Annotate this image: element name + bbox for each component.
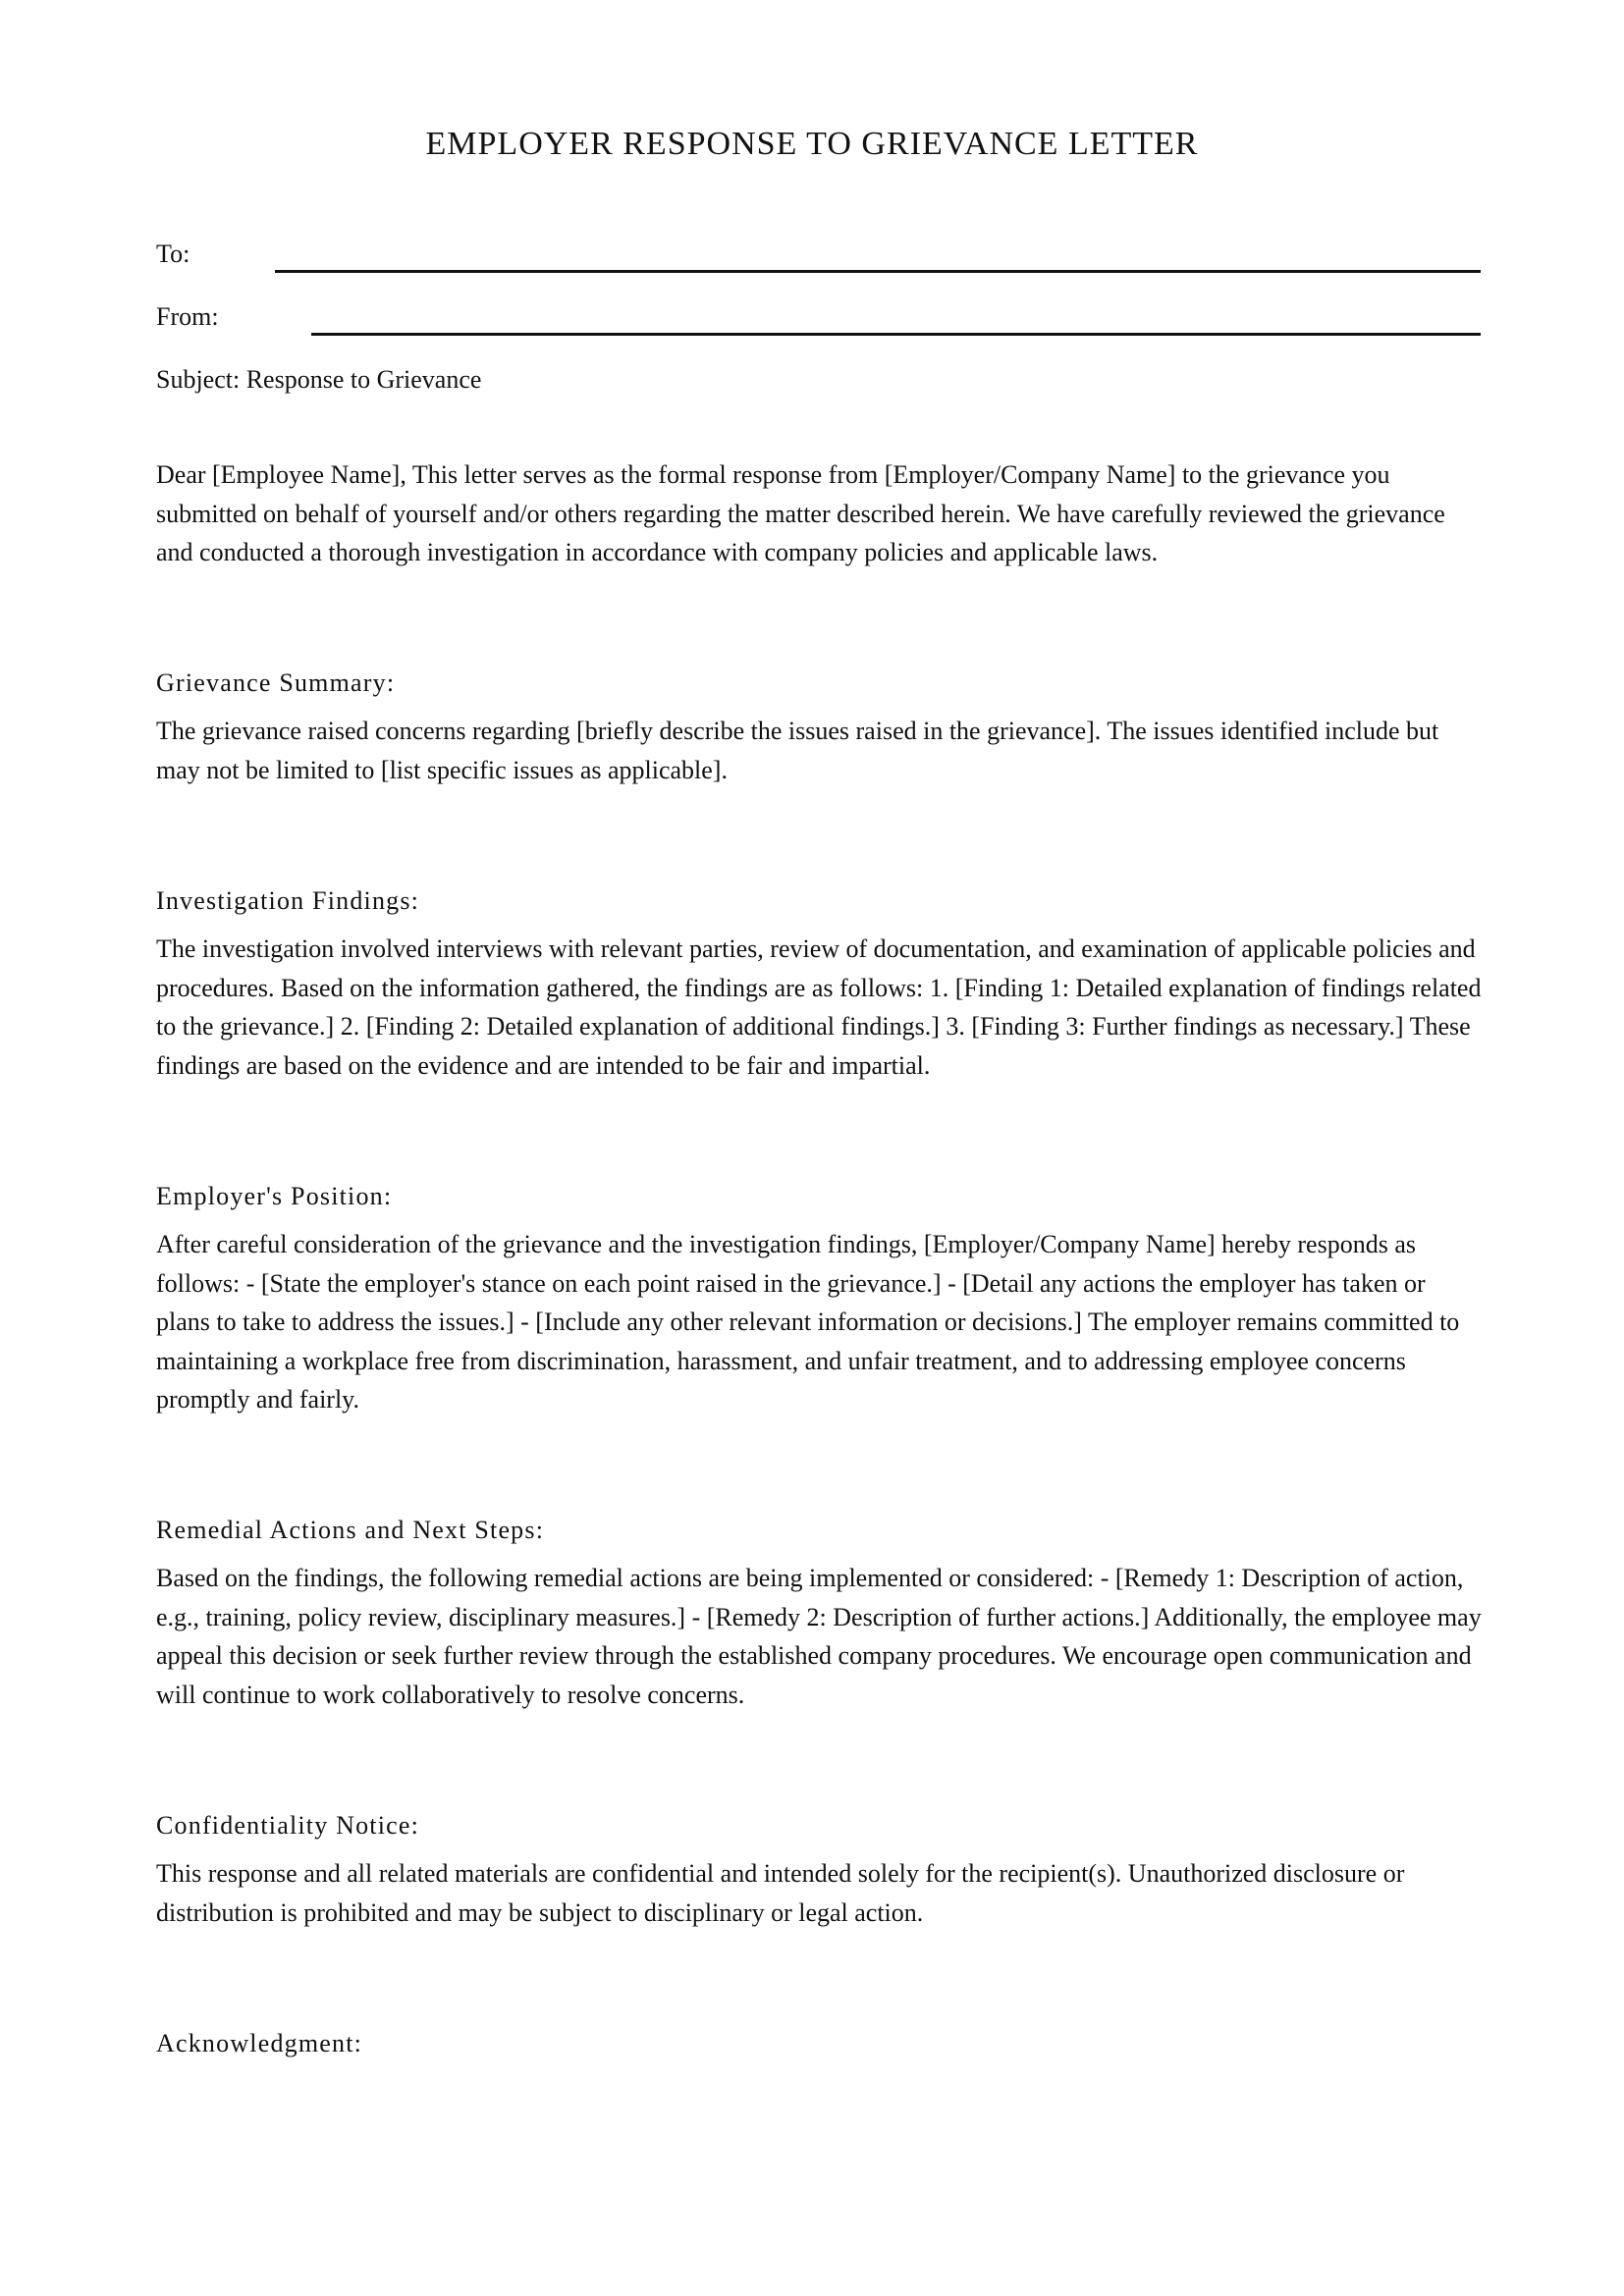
document-title: EMPLOYER RESPONSE TO GRIEVANCE LETTER [425, 126, 1199, 162]
section-body-grievance-summary: The grievance raised concerns regarding [briefly describe the issues raised in the grievance]. The issues identified include but may not be limited to [list specific issues as applicable]. [156, 717, 1439, 784]
from-field [156, 297, 1482, 337]
intro-paragraph: Dear [Employee Name], This letter serves as the formal response from [Employer/Company Name] to the grievance you submitted on behalf of yourself and/or others regarding the matter described herein. We have carefully reviewed the grievance and conducted a thorough investigation in accordance with company policies and applicable laws. [156, 460, 1445, 566]
section-heading-remedial-actions: Remedial Actions and Next Steps: [156, 1516, 545, 1544]
to-field [156, 235, 1482, 274]
section-heading-employers-position: Employer's Position: [156, 1182, 393, 1210]
to-label: To: [156, 240, 190, 268]
section-heading-acknowledgment: Acknowledgment: [156, 2029, 363, 2057]
section-body-confidentiality-notice: This response and all related materials are confidential and intended solely for the recipient(s). Unauthorized disclosure or distribution is prohibited and may be subject to disciplinary or legal action. [156, 1859, 1405, 1927]
from-blank-line[interactable] [311, 333, 1481, 336]
section-heading-confidentiality-notice: Confidentiality Notice: [156, 1811, 420, 1840]
section-body-remedial-actions: Based on the findings, the following remedial actions are being implemented or considered: - [Remedy 1: Description of action, e.g., training, policy review, disciplinary measures.] - [Remedy 2: Description of further actions.] Additionally, the employee may appeal this decision or seek further review through the established company procedures. We encourage open communication and will continue to work collaboratively to resolve concerns. [156, 1564, 1482, 1709]
section-body-investigation-findings: The investigation involved interviews with relevant parties, review of documentation, and examination of applicable policies and procedures. Based on the information gathered, the findings are as follows: 1. [Finding 1: Detailed explanation of findings related to the grievance.] 2. [Finding 2: Detailed explanation of additional findings.] 3. [Finding 3: Further findings as necessary.] These findings are based on the evidence and are intended to be fair and impartial. [156, 934, 1482, 1080]
section-heading-investigation-findings: Investigation Findings: [156, 886, 420, 915]
from-label: From: [156, 302, 219, 331]
to-blank-line[interactable] [275, 270, 1481, 273]
section-body-employers-position: After careful consideration of the grievance and the investigation findings, [Employer/Company Name] hereby responds as follows: - [State the employer's stance on each point raised in the grievance.] - [Detail any actions the employer has taken or plans to take to address the issues.] - [Include any other relevant information or decisions.] The employer remains committed to maintaining a workplace free from discrimination, harassment, and unfair treatment, and to addressing employee concerns promptly and fairly. [156, 1230, 1460, 1414]
subject-line: Subject: Response to Grievance [156, 365, 482, 394]
section-heading-grievance-summary: Grievance Summary: [156, 668, 396, 697]
